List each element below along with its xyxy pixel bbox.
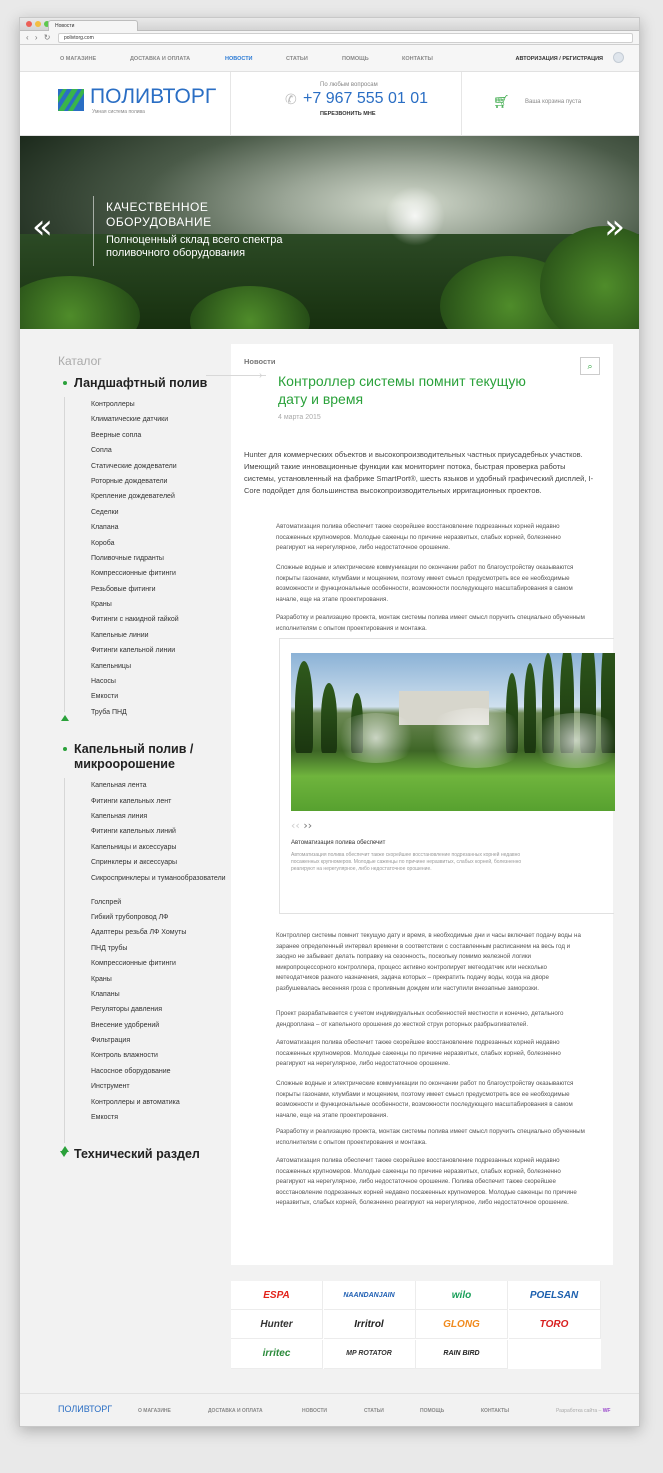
article-paragraph: Автоматизация полива обеспечит также скорейшее восстановление подрезанных корней недавно посаженных крупномеров. Молодые саженцы по причине неразвитых, слабых корней, болезненно реагируют на нерегулярное, либо недостаточное орошение. bbox=[276, 1039, 561, 1067]
catalog-group-landscape[interactable]: Ландшафтный полив bbox=[58, 376, 228, 391]
brand-logo[interactable]: GLONG bbox=[416, 1310, 508, 1339]
article-paragraph: Автоматизация полива обеспечит также скорейшее восстановление подрезанных корней недавно посаженных крупномеров. Молодые саженцы по причине неразвитых, слабых корней, болезненно реагируют на нерегулярное, либо недостаточное орошение. Полива обеспечит также скорейшее восстановление подрезанных корней недавно посаженных крупномеров. Молодые саженцы по причине неразвитых, слабых корней, болезненно реагируют на нерегулярное, либо недостаточное орошение. bbox=[276, 1157, 577, 1206]
brand-logo[interactable]: POELSAN bbox=[509, 1281, 601, 1310]
nav-articles[interactable]: СТАТЬИ bbox=[286, 56, 308, 62]
collapse-icon[interactable] bbox=[61, 715, 69, 721]
developer-credit[interactable]: Разработка сайта – WF bbox=[556, 1408, 611, 1414]
catalog-title: Каталог bbox=[58, 354, 102, 368]
catalog-item[interactable]: Фитинги капельных лент bbox=[91, 797, 172, 805]
article-paragraph: Разработку и реализацию проекта, монтаж системы полива имеет смысл поручить специально обученным исполнителям с опытом проектирования и монтажа. bbox=[276, 1128, 585, 1146]
catalog-list-landscape bbox=[58, 397, 228, 720]
auth-link[interactable]: АВТОРИЗАЦИЯ / РЕГИСТРАЦИЯ bbox=[515, 56, 603, 62]
sprinkler-image bbox=[385, 186, 445, 246]
catalog-item[interactable]: Резьбовые фитинги bbox=[91, 585, 156, 593]
gallery-caption: Автоматизация полива обеспечит bbox=[291, 840, 386, 846]
article-paragraph: Контроллер системы помнит текущую дату и время, в необходимые дни и часы включает подачу воды на заранее определенный интервал времени в соответствии с составленным расписанием на весь год и заодно не забывает делать поправку на сезонность, поскольку помимо железной логики микропроцессорного контроллера, процесс активно контролирует метеодатчик или несколько метеодатчиков разного назначения, задача которых – прекратить подачу воды, когда на дворе разбушевалась весенняя гроза с проливным дождем или наступили внезапные заморозки. bbox=[276, 932, 581, 992]
brand-logos bbox=[231, 1281, 601, 1369]
brand-logo[interactable]: RAIN BIRD bbox=[416, 1340, 508, 1369]
callback-link[interactable]: ПЕРЕЗВОНИТЬ МНЕ bbox=[320, 111, 376, 117]
nav-about[interactable]: О МАГАЗИНЕ bbox=[60, 56, 97, 62]
footer-link-delivery[interactable]: ДОСТАВКА И ОПЛАТА bbox=[208, 1408, 263, 1414]
hero-title: КАЧЕСТВЕННОЕ ОБОРУДОВАНИЕ bbox=[106, 200, 212, 229]
browser-tabbar bbox=[20, 18, 639, 31]
catalog-item[interactable]: ПНД трубы bbox=[91, 944, 128, 952]
logo-text[interactable]: ПОЛИВТОРГ bbox=[90, 85, 217, 108]
url-input[interactable]: polivtorg.com bbox=[58, 33, 633, 43]
gallery-next-icon[interactable]: ›› bbox=[303, 819, 313, 832]
browser-tab[interactable]: Новости bbox=[48, 20, 138, 31]
article-paragraph: Автоматизация полива обеспечит также скорейшее восстановление подрезанных корней недавно посаженных крупномеров. Молодые саженцы по причине неразвитых, слабых корней, болезненно реагируют на нерегулярное, либо недостаточное орошение. bbox=[276, 523, 561, 551]
footer-link-contacts[interactable]: КОНТАКТЫ bbox=[481, 1408, 510, 1414]
catalog-item[interactable]: Емкости bbox=[91, 693, 119, 701]
catalog-item[interactable]: Насосы bbox=[91, 678, 116, 686]
catalog-item[interactable]: Голспрей bbox=[91, 898, 122, 906]
article-title: Контроллер системы помнит текущую дату и время bbox=[278, 373, 526, 407]
catalog-item[interactable]: Инструмент bbox=[91, 1083, 130, 1091]
address-bar bbox=[20, 31, 639, 45]
site-header bbox=[20, 72, 639, 136]
gallery-prev-icon[interactable]: ‹‹ bbox=[291, 819, 300, 832]
phone-label: По любым вопросам bbox=[320, 82, 378, 88]
catalog-item[interactable]: Фитинги капельной линии bbox=[91, 647, 176, 655]
gallery-photo[interactable] bbox=[291, 653, 615, 811]
catalog-item[interactable]: Емкостя bbox=[91, 1114, 119, 1122]
article-content: Новости ⌕ › Контроллер системы помнит текущую дату и время 4 марта 2015 Hunter для коммерческих объектов и высокопроизводительных частных приусадебных участков. Имеющий такие инновационные функции как мониторинг потока, быстрая проверка работы системы, установленный на фабрике SmartPort®, шесть языков и удобный графический дисплей, I-Core подойдет для большинства высокопроизводительных ирригационных проектов. Автоматизация полива обеспечит также скорейшее восстановление подрезанных корней недавно посаженных крупномеров. Молодые саженцы по причине неразвитых, слабых корней, болезненно реагируют на нерегулярное, либо недостаточное орошение. Сложные водные и электрические коммуникации по окончании работ по благоустройству оказываются покрыты газонами, клумбами и мощением, поэтому имеет смысл предусмотреть все ее необходимые возможности и функциональные особенности, возможности последующего масштабирования в самом начале, еще на этапе проектирования. Разработку и реализацию проекта, монтаж системы полива имеет смысл поручить специально обученным исполнителям с опытом проектирования и монтажа. ‹‹ ›› Автоматизация полива обеспечит Автоматизация полива обеспечит также скорейшее восстановление подрезанных корней недавно посаженных крупномеров. Молодые саженцы по причине неразвитых, слабых корней, болезненно реагируют на нерегулярное, либо недостаточное орошение. Контроллер системы помнит текущую дату и время, в необходимые дни и часы включает подачу воды на заранее определенный интервал времени в соответствии с составленным расписанием на весь год и заодно не забывает делать поправку на сезонность, поскольку помимо железной логики микропроцессорного контроллера, процесс активно контролирует метеодатчик или несколько метеодатчиков разного назначения, задача которых – прекратить подачу воды, когда на дворе разбушевалась весенняя гроза с проливным дождем или наступили внезапные заморозки. Проект разрабатывается с учетом индивидуальных особенностей местности и конечно, детального дендроплана – от капельного орошения до жесткой струи роторных разбрызгивателей. Автоматизация полива обеспечит также скорейшее восстановление подрезанных корней недавно посаженных крупномеров. Молодые саженцы по причине неразвитых, слабых корней, болезненно реагируют на нерегулярное, либо недостаточное орошение. Сложные водные и электрические коммуникации по окончании работ по благоустройству оказываются покрыты газонами, клумбами и мощением, поэтому имеет смысл предусмотреть все ее необходимые возможности и функциональные особенности, возможности последующего масштабирования в самом начале, еще на этапе проектирования. Разработку и реализацию проекта, монтаж системы полива имеет смысл поручить специально обученным исполнителям с опытом проектирования и монтажа. Автоматизация полива обеспечит также скорейшее восстановление подрезанных корней недавно посаженных крупномеров. Молодые саженцы по причине неразвитых, слабых корней, болезненно реагируют на нерегулярное, либо недостаточное орошение. Полива обеспечит также скорейшее восстановление подрезанных корней недавно посаженных крупномеров. Молодые саженцы по причине неразвитых, слабых корней, болезненно реагируют на нерегулярное, либо недостаточное орошение. bbox=[231, 344, 613, 1265]
catalog-group-technical[interactable]: Технический раздел bbox=[58, 1147, 228, 1162]
catalog-item[interactable]: Статические дождеватели bbox=[91, 462, 177, 470]
gallery-nav bbox=[291, 819, 312, 832]
catalog-item[interactable]: Веерные сопла bbox=[91, 431, 142, 439]
hero-subtitle: Полноценный склад всего спектра поливочного оборудования bbox=[106, 234, 283, 259]
catalog-sidebar bbox=[58, 354, 228, 1162]
phone-number[interactable]: +7 967 555 01 01 bbox=[303, 90, 429, 107]
footer-link-about[interactable]: О МАГАЗИНЕ bbox=[138, 1408, 171, 1414]
cart-status[interactable]: Ваша корзина пуста bbox=[525, 99, 582, 105]
brand-logo[interactable]: wilo bbox=[416, 1281, 508, 1310]
catalog-item[interactable]: Поливочные гидранты bbox=[91, 554, 164, 562]
article-paragraph: Сложные водные и электрические коммуникации по окончании работ по благоустройству оказываются покрыты газонами, клумбами и мощением, поэтому имеет смысл предусмотреть все ее необходимые возможности и функциональные особенности, возможности последующего масштабирования в самом начале, еще на этапе проектирования. bbox=[276, 1080, 574, 1119]
hero-next-arrow[interactable]: » bbox=[604, 207, 625, 247]
browser-window bbox=[19, 17, 640, 1427]
breadcrumb[interactable]: Новости bbox=[244, 357, 276, 366]
catalog-item[interactable]: Труба ПНД bbox=[91, 708, 127, 716]
footer-link-help[interactable]: ПОМОЩЬ bbox=[420, 1408, 445, 1414]
catalog-item[interactable]: Насосное оборудование bbox=[91, 1067, 171, 1075]
article-paragraph: Сложные водные и электрические коммуникации по окончании работ по благоустройству оказываются покрыты газонами, клумбами и мощением, поэтому имеет смысл предусмотреть все ее необходимые возможности и функциональные особенности, возможности последующего масштабирования в самом начале, еще на этапе проектирования. bbox=[276, 564, 574, 603]
phone-icon: ✆ bbox=[285, 91, 297, 107]
catalog-item[interactable]: Климатические датчики bbox=[91, 416, 169, 424]
cart-icon[interactable]: 🛒︎ bbox=[493, 94, 510, 109]
back-forward-icon[interactable]: ‹ › ↻ bbox=[26, 33, 53, 42]
minimize-window-icon[interactable] bbox=[35, 21, 41, 27]
brand-logo[interactable]: Hunter bbox=[231, 1310, 323, 1339]
catalog-item[interactable]: Фитинги капельных линий bbox=[91, 828, 176, 836]
brand-logo[interactable]: MP ROTATOR bbox=[324, 1340, 416, 1369]
catalog-item[interactable]: Капельная лента bbox=[91, 782, 147, 790]
catalog-item[interactable]: Краны bbox=[91, 975, 112, 983]
site-footer bbox=[20, 1393, 640, 1427]
close-window-icon[interactable] bbox=[26, 21, 32, 27]
catalog-group-drip[interactable]: Капельный полив / микроорошение bbox=[58, 742, 228, 772]
catalog-item[interactable]: Адаптеры резьба ЛФ Хомуты bbox=[91, 929, 187, 937]
logo-icon[interactable] bbox=[58, 89, 84, 111]
catalog-item[interactable]: Контроллеры bbox=[91, 401, 135, 408]
catalog-item[interactable]: Фильтрация bbox=[91, 1037, 131, 1045]
catalog-list-drip bbox=[58, 778, 228, 1125]
catalog-item[interactable]: Клапана bbox=[91, 524, 119, 532]
logo-subtitle: Умная система полива bbox=[92, 109, 145, 115]
article-date: 4 марта 2015 bbox=[278, 414, 321, 421]
catalog-item[interactable]: Контроль влажности bbox=[91, 1052, 158, 1060]
article-paragraph: Разработку и реализацию проекта, монтаж системы полива имеет смысл поручить специально обученным исполнителям с опытом проектирования и монтажа. bbox=[276, 614, 585, 632]
catalog-item[interactable]: Фитинги с накидной гайкой bbox=[91, 616, 179, 624]
gallery-description: Автоматизация полива обеспечит также скорейшее восстановление подрезанных корней недавно посаженных крупномеров. Молодые саженцы по причине неразвитых, слабых корней, болезненно реагируют на нерегулярное, либо недостаточное орошение. bbox=[291, 852, 522, 872]
catalog-item[interactable]: Спринклеры и аксессуары bbox=[91, 859, 178, 867]
footer-logo[interactable]: ПОЛИВТОРГ bbox=[58, 1404, 113, 1414]
catalog-item[interactable]: Капельные линии bbox=[91, 631, 149, 639]
catalog-item[interactable]: Краны bbox=[91, 601, 112, 609]
catalog-item[interactable]: Роторные дождеватели bbox=[91, 477, 168, 485]
brand-logo[interactable]: Irritrol bbox=[324, 1310, 416, 1339]
brand-logo[interactable]: ESPA bbox=[231, 1281, 323, 1310]
catalog-item[interactable]: Внесение удобрений bbox=[91, 1021, 160, 1029]
image-gallery bbox=[279, 638, 614, 914]
catalog-item[interactable]: Компрессионные фитинги bbox=[91, 960, 176, 968]
brand-logo[interactable]: NAANDANJAIN bbox=[324, 1281, 416, 1310]
article-paragraph: Проект разрабатывается с учетом индивидуальных особенностей местности и конечно, детального дендроплана – от капельного орошения до жесткой струи роторных разбрызгивателей. bbox=[276, 1010, 564, 1028]
user-icon[interactable] bbox=[613, 52, 624, 63]
catalog-item[interactable]: Седелки bbox=[91, 508, 119, 516]
catalog-item[interactable]: Контроллеры и автоматика bbox=[91, 1098, 180, 1106]
hero-slider bbox=[20, 136, 639, 329]
nav-help[interactable]: ПОМОЩЬ bbox=[342, 56, 369, 62]
article-lead: Hunter для коммерческих объектов и высокопроизводительных частных приусадебных участков. Имеющий такие инновационные функции как мониторинг потока, быстрая проверка работы системы, установленный на фабрике SmartPort®, шесть языков и удобный графический дисплей, I-Core подойдет для большинства высокопроизводительных ирригационных проектов. bbox=[244, 450, 594, 495]
hero-prev-arrow[interactable]: « bbox=[32, 207, 53, 247]
brand-logo[interactable]: irritec bbox=[231, 1340, 323, 1369]
brand-logo[interactable]: TORO bbox=[509, 1310, 601, 1339]
catalog-item[interactable]: Короба bbox=[91, 539, 115, 547]
catalog-item[interactable]: Капельная линия bbox=[91, 812, 148, 820]
catalog-item[interactable]: Клапаны bbox=[91, 990, 120, 998]
nav-contacts[interactable]: КОНТАКТЫ bbox=[402, 56, 433, 62]
catalog-item[interactable]: Сопла bbox=[91, 447, 112, 455]
catalog-item[interactable]: Капельницы bbox=[91, 662, 131, 670]
catalog-item[interactable]: Капельницы и аксессуары bbox=[91, 843, 177, 851]
footer-link-news[interactable]: НОВОСТИ bbox=[302, 1408, 328, 1414]
nav-news[interactable]: НОВОСТИ bbox=[225, 56, 253, 62]
catalog-item[interactable]: Сикроспринклеры и туманообразователи bbox=[91, 874, 226, 882]
catalog-item[interactable]: Регуляторы давления bbox=[91, 1006, 162, 1014]
footer-link-articles[interactable]: СТАТЬИ bbox=[364, 1408, 384, 1414]
search-icon[interactable]: ⌕ bbox=[580, 357, 600, 375]
catalog-item[interactable]: Крепление дождевателей bbox=[91, 493, 175, 501]
expand-icon[interactable] bbox=[60, 1151, 68, 1157]
catalog-item[interactable]: Компрессионные фитинги bbox=[91, 570, 176, 578]
nav-delivery[interactable]: ДОСТАВКА И ОПЛАТА bbox=[130, 56, 191, 62]
catalog-item[interactable]: Гибкий трубопровод ЛФ bbox=[91, 913, 169, 921]
top-navigation bbox=[20, 45, 639, 72]
